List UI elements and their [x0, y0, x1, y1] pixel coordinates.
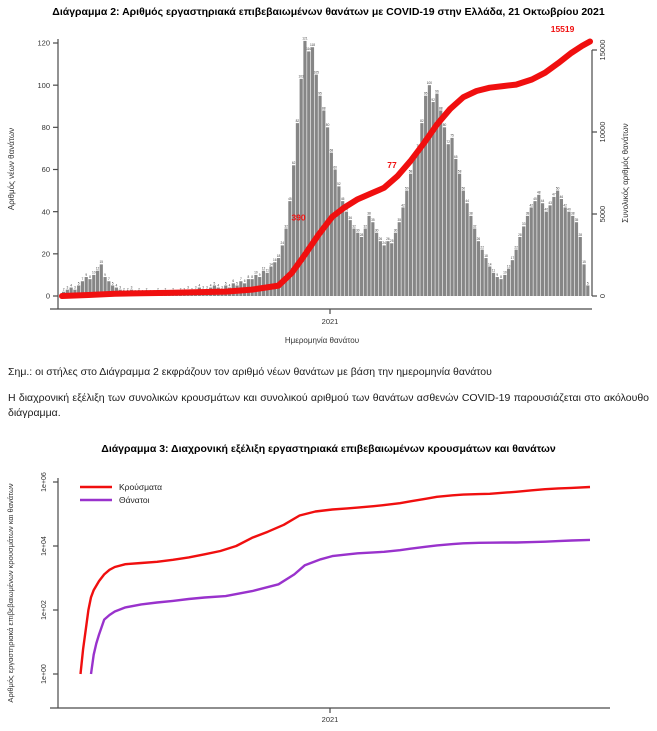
bar-value-label: 8 [89, 274, 91, 279]
bar-value-label: 3 [194, 285, 197, 290]
death-bar [367, 216, 370, 296]
bar-value-label: 9 [496, 272, 499, 277]
bar-value-label: 26 [386, 236, 390, 241]
left-axis-title: Αριθμός νέων θανάτων [7, 127, 16, 211]
bar-value-label: 18 [276, 253, 281, 258]
bar-value-label: 32 [352, 224, 356, 229]
death-bar [315, 75, 318, 296]
bar-value-label: 38 [525, 211, 530, 216]
bar-value-label: 2 [164, 287, 167, 292]
svg-text:5000: 5000 [598, 205, 607, 223]
bar-value-label: 3 [66, 285, 69, 290]
svg-text:15000: 15000 [598, 39, 607, 61]
bar-value-label: 38 [367, 211, 371, 216]
bar-value-label: 5 [586, 281, 589, 286]
bar-value-label: 1 [160, 289, 163, 294]
daily-deaths-bars [62, 37, 589, 296]
bar-value-label: 8 [500, 274, 502, 279]
death-bar [462, 191, 465, 296]
bar-value-label: 2 [123, 287, 125, 292]
death-bar [311, 47, 314, 296]
bar-value-label: 100 [426, 80, 433, 85]
death-bar [424, 96, 427, 296]
bar-value-label: 30 [393, 228, 398, 233]
bar-value-label: 9 [104, 272, 106, 277]
bar-value-label: 4 [70, 283, 73, 288]
bar-value-label: 38 [570, 211, 575, 216]
svg-text:10000: 10000 [598, 121, 607, 143]
bar-value-label: 4 [209, 283, 212, 288]
bar-value-label: 28 [359, 232, 364, 237]
bar-value-label: 22 [514, 245, 518, 250]
death-bar [352, 229, 355, 296]
right-axis-title: Συνολικός αριθμός θανάτων [621, 123, 630, 223]
bar-value-label: 10 [503, 270, 507, 275]
death-bar [454, 159, 457, 296]
death-bar [545, 212, 548, 296]
svg-text:1e+04: 1e+04 [41, 536, 48, 556]
left-axis [7, 39, 58, 309]
bar-value-label: 88 [438, 106, 443, 111]
bar-value-label: 38 [469, 211, 473, 216]
bar-value-label: 2 [145, 287, 148, 292]
bar-value-label: 35 [397, 218, 402, 223]
bar-value-label: 10 [91, 270, 96, 275]
death-bar [398, 222, 401, 296]
bar-value-label: 2 [126, 287, 129, 292]
bar-value-label: 118 [309, 43, 316, 48]
bar-value-label: 45 [533, 196, 537, 201]
bar-value-label: 4 [198, 283, 201, 288]
bar-value-label: 9 [258, 272, 261, 277]
bar-value-label: 43 [548, 201, 552, 206]
bar-value-label: 7 [239, 277, 242, 282]
bar-value-label: 4 [217, 283, 220, 288]
death-bar [549, 205, 552, 296]
death-bar [458, 174, 461, 296]
svg-text:1e+06: 1e+06 [41, 472, 48, 492]
bar-value-label: 2 [172, 287, 174, 292]
svg-text:40: 40 [41, 207, 50, 217]
bar-value-label: 2 [62, 287, 65, 292]
death-bar [526, 216, 529, 296]
death-bar [375, 233, 378, 296]
death-bar [307, 51, 310, 296]
series-line-cases [81, 487, 591, 674]
bar-value-label: 8 [251, 274, 254, 279]
death-bar [564, 207, 567, 296]
bar-value-label: 36 [348, 215, 352, 220]
bar-value-label: 5 [213, 281, 216, 286]
death-bar [326, 127, 329, 296]
x-axis [50, 708, 610, 724]
bar-value-label: 82 [420, 118, 424, 123]
x-axis [50, 309, 592, 345]
bar-value-label: 44 [465, 199, 469, 204]
bar-value-label: 46 [559, 194, 564, 199]
bar-value-label: 4 [228, 283, 231, 288]
death-bar [492, 273, 495, 296]
death-bar [334, 170, 337, 297]
bar-value-label: 82 [295, 118, 300, 123]
bar-value-label: 1 [153, 289, 155, 294]
death-bar [571, 216, 574, 296]
bar-value-label: 14 [487, 262, 492, 267]
death-bar [518, 237, 521, 296]
legend-label: Θάνατοι [119, 495, 150, 505]
svg-text:0: 0 [45, 291, 50, 301]
bar-value-label: 28 [518, 232, 522, 237]
bar-value-label: 2 [190, 287, 193, 292]
bar-value-label: 25 [389, 239, 394, 244]
death-bar [285, 229, 288, 296]
bar-value-label: 1 [141, 289, 144, 294]
bar-value-label: 121 [302, 36, 308, 41]
bar-value-label: 3 [119, 285, 122, 290]
bar-value-label: 80 [442, 123, 447, 128]
svg-text:2021: 2021 [321, 317, 339, 326]
bar-value-label: 40 [567, 207, 571, 212]
svg-text:1e+02: 1e+02 [41, 600, 48, 620]
bar-value-label: 68 [329, 148, 334, 153]
bar-value-label: 3 [130, 285, 133, 290]
milestone-label: 77 [387, 160, 397, 171]
bar-value-label: 1 [168, 289, 171, 294]
bar-value-label: 15 [582, 260, 586, 265]
bar-value-label: 3 [221, 285, 223, 290]
bar-value-label: 14 [269, 262, 273, 267]
bar-value-label: 2 [156, 287, 159, 292]
death-bar [567, 212, 570, 296]
svg-text:100: 100 [37, 80, 50, 90]
bar-value-label: 28 [578, 232, 583, 237]
bar-value-label: 5 [77, 281, 80, 286]
bar-value-label: 5 [111, 281, 114, 286]
bar-value-label: 50 [555, 186, 560, 191]
bar-value-label: 8 [247, 274, 250, 279]
death-bar [394, 233, 397, 296]
bar-value-label: 48 [537, 190, 541, 195]
death-bar [322, 110, 325, 296]
bar-value-label: 62 [291, 161, 296, 166]
death-bar [443, 127, 446, 296]
bar-value-label: 47 [552, 192, 556, 197]
total-deaths-label: 15519 [550, 24, 575, 34]
death-bar [341, 201, 344, 296]
death-bar [537, 195, 540, 296]
bar-value-label: 7 [107, 277, 110, 282]
bar-value-label: 1 [134, 289, 137, 294]
bar-value-label: 32 [284, 224, 288, 229]
bar-value-label: 3 [187, 285, 189, 290]
death-bar [281, 245, 284, 296]
death-bar [269, 266, 272, 296]
death-bar [586, 285, 589, 296]
svg-text:80: 80 [41, 122, 50, 132]
death-bar [533, 201, 536, 296]
bar-value-label: 10 [254, 270, 258, 275]
bar-value-label: 75 [450, 133, 454, 138]
bar-value-label: 13 [506, 264, 511, 269]
death-bar [413, 159, 416, 296]
bar-value-label: 11 [265, 268, 269, 273]
death-bar [345, 212, 348, 296]
bar-value-label: 60 [333, 165, 337, 170]
death-bar [262, 271, 265, 296]
bar-value-label: 4 [115, 283, 118, 288]
death-bar [292, 165, 295, 296]
bar-value-label: 7 [81, 277, 84, 282]
bar-value-label: 33 [521, 222, 526, 227]
death-bar [383, 245, 386, 296]
svg-text:2021: 2021 [321, 715, 339, 724]
bar-value-label: 1 [149, 289, 152, 294]
bar-value-label: 50 [405, 186, 409, 191]
death-bar [379, 241, 382, 296]
death-bar [552, 197, 555, 296]
bar-value-label: 22 [480, 245, 484, 250]
bar-value-label: 2 [138, 287, 140, 292]
bar-value-label: 50 [461, 186, 466, 191]
diagram2-deaths-histogram-chart [0, 24, 657, 354]
bar-value-label: 24 [280, 241, 285, 246]
diagram2-title: Διάγραμμα 2: Αριθμός εργαστηριακά επιβεβαιωμένων θανάτων με COVID-19 στην Ελλάδα, 21 Οκτωβρίου 2021 [52, 6, 605, 18]
diagram3-cumulative-log-chart [0, 460, 657, 731]
bar-value-label: 24 [382, 241, 386, 246]
death-bar [522, 226, 525, 296]
bar-value-label: 72 [446, 140, 451, 144]
death-bar [428, 85, 431, 296]
note-text: Σημ.: οι στήλες στο Διάγραμμα 2 εκφράζουν τον αριθμό νέων θανάτων με βάση την ημερομηνία θανάτου [8, 366, 492, 378]
bar-value-label: 44 [540, 199, 545, 204]
death-bar [390, 243, 393, 296]
bar-value-label: 26 [476, 236, 481, 241]
bar-value-label: 70 [416, 144, 420, 149]
bar-value-label: 18 [484, 253, 488, 258]
bar-value-label: 3 [202, 285, 205, 290]
left-axis-title: Αριθμός εργαστηριακά επιβεβαιωμένων κρουσμάτων και θανάτων [6, 483, 15, 703]
death-bar [499, 279, 502, 296]
bar-value-label: 6 [243, 279, 246, 284]
death-bar [466, 203, 469, 296]
death-bar [507, 269, 510, 296]
death-bar [364, 229, 367, 296]
bar-value-label: 35 [371, 218, 375, 223]
death-bar [371, 222, 374, 296]
bar-value-label: 15 [99, 260, 104, 265]
bar-value-label: 116 [306, 47, 312, 52]
bar-value-label: 5 [236, 281, 238, 286]
bar-value-label: 6 [232, 279, 235, 284]
bar-value-label: 12 [95, 266, 100, 271]
bar-value-label: 3 [206, 285, 208, 290]
bar-value-label: 65 [454, 154, 458, 159]
bar-value-label: 58 [408, 169, 413, 174]
death-bar [439, 110, 442, 296]
x-axis-title: Ημερομηνία θανάτου [284, 336, 360, 345]
bar-value-label: 32 [363, 224, 368, 229]
diagram3-title: Διάγραμμα 3: Διαχρονική εξέλιξη εργαστηριακά επιβεβαιωμένων κρουσμάτων και θανάτων [101, 443, 556, 455]
bar-value-label: 80 [325, 123, 330, 128]
intro-paragraph: Η διαχρονική εξέλιξη των συνολικών κρουσμάτων και συνολικού αριθμού των θανάτων ασθενών COVID-19 παρουσιάζεται στο ακόλουθο διάγραμμα. [8, 392, 649, 420]
diagram3-svg [0, 460, 657, 731]
death-bar [560, 199, 563, 296]
bar-value-label: 40 [544, 207, 549, 212]
bar-value-label: 65 [412, 154, 417, 159]
death-bar [100, 264, 103, 296]
milestone-label: 390 [291, 212, 306, 223]
bar-value-label: 45 [288, 196, 292, 201]
bar-value-label: 105 [313, 70, 319, 75]
death-bar [515, 250, 518, 296]
bar-value-label: 2 [179, 287, 182, 292]
death-bar [405, 191, 408, 296]
svg-text:0: 0 [598, 293, 607, 299]
death-bar [254, 275, 257, 296]
svg-text:120: 120 [37, 38, 50, 48]
death-bar [417, 148, 420, 296]
legend [80, 482, 162, 505]
death-bar [273, 262, 276, 296]
bar-value-label: 2 [183, 287, 186, 292]
death-bar [503, 275, 506, 296]
bar-value-label: 88 [322, 106, 326, 111]
bar-value-label: 40 [344, 207, 349, 212]
bar-value-label: 9 [85, 272, 88, 277]
bar-value-label: 30 [374, 228, 379, 233]
death-bar [496, 277, 499, 296]
bar-value-label: 30 [355, 228, 360, 233]
bar-value-label: 32 [472, 224, 477, 229]
death-bar [447, 144, 450, 296]
diagram2-svg [0, 24, 657, 354]
death-bar [511, 260, 514, 296]
death-bar [318, 96, 321, 296]
death-bar [582, 264, 585, 296]
death-bar [337, 186, 340, 296]
death-bar [401, 207, 404, 296]
death-bar [530, 207, 533, 296]
death-bar [556, 191, 559, 296]
death-bar [356, 233, 359, 296]
death-bar [488, 266, 491, 296]
bar-value-label: 26 [378, 236, 383, 241]
bar-value-label: 42 [401, 203, 405, 208]
left-axis [6, 472, 58, 708]
bar-value-label: 42 [563, 203, 567, 208]
bar-value-label: 12 [261, 266, 266, 271]
bar-value-label: 17 [510, 255, 515, 260]
death-bar [541, 203, 544, 296]
death-bar [349, 220, 352, 296]
death-bar [409, 174, 412, 296]
bar-value-label: 35 [574, 218, 579, 223]
bar-value-label: 96 [435, 89, 439, 94]
bar-value-label: 58 [457, 169, 462, 174]
right-axis [592, 40, 630, 299]
svg-text:1e+00: 1e+00 [41, 664, 48, 684]
bar-value-label: 16 [273, 258, 277, 263]
bar-value-label: 5 [224, 281, 227, 286]
bar-value-label: 11 [491, 268, 496, 273]
death-bar [277, 258, 280, 296]
death-bar [579, 237, 582, 296]
bar-value-label: 95 [318, 91, 322, 96]
bar-value-label: 3 [74, 285, 76, 290]
bar-value-label: 92 [431, 97, 435, 102]
bar-value-label: 95 [423, 91, 428, 96]
death-bar [360, 237, 363, 296]
svg-text:60: 60 [41, 165, 50, 175]
bar-value-label: 52 [337, 182, 341, 187]
bar-value-label: 42 [529, 203, 534, 208]
svg-text:20: 20 [41, 249, 50, 259]
death-bar [450, 138, 453, 296]
legend-label: Κρούσματα [119, 482, 163, 492]
bar-value-label: 1 [175, 289, 178, 294]
death-bar [386, 241, 389, 296]
bar-value-label: 45 [340, 196, 345, 201]
bar-value-label: 103 [298, 74, 304, 79]
